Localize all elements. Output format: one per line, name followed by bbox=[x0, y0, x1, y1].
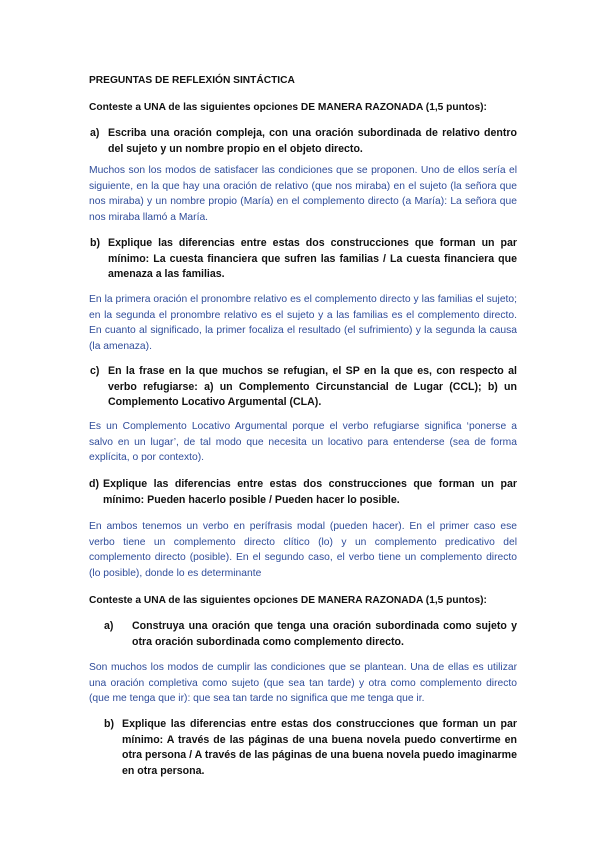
question-2b bbox=[104, 717, 517, 779]
question-1b bbox=[89, 236, 517, 283]
question-2a bbox=[104, 619, 517, 650]
question-text: Construya una oración que tenga una oración subordinada como sujeto y otra oración subordinada como complemento directo. bbox=[132, 620, 517, 648]
document-title: PREGUNTAS DE REFLEXIÓN SINTÁCTICA bbox=[89, 75, 295, 86]
question-1c bbox=[89, 364, 517, 411]
answer-1b: En la primera oración el pronombre relativo es el complemento directo y las familias el sujeto; en la segunda el pronombre relativo es el sujeto y a las familias es el complemento directo. En cuanto al significado, la primer focaliza el resultado (el sufrimiento) y la segunda la causa (la amenaza). bbox=[89, 294, 517, 352]
question-1d bbox=[89, 477, 517, 508]
question-text: Explique las diferencias entre estas dos construcciones que forman un par mínimo: La cuesta financiera que sufren las familias / La cuesta financiera que amenaza a las familias. bbox=[108, 237, 517, 281]
question-label: a) bbox=[90, 127, 100, 139]
question-text: En la frase en la que muchos se refugian, el SP en la que es, con respecto al verbo refugiarse: a) un Complemento Circunstancial de Lugar (CCL); b) un Complemento Locativo Argumental (CLA). bbox=[108, 365, 517, 409]
section-2-instruction: Conteste a UNA de las siguientes opciones DE MANERA RAZONADA (1,5 puntos): bbox=[89, 595, 487, 606]
section-1-instruction: Conteste a UNA de las siguientes opciones DE MANERA RAZONADA (1,5 puntos): bbox=[89, 102, 487, 113]
question-text: Escriba una oración compleja, con una oración subordinada de relativo dentro del sujeto y un nombre propio en el objeto directo. bbox=[108, 127, 517, 155]
question-label: a) bbox=[104, 620, 114, 632]
answer-1a: Muchos son los modos de satisfacer las condiciones que se proponen. Uno de ellos sería el siguiente, en la que hay una oración de relativo (que nos miraba) en el sujeto (la señora que nos miraba) y un nombre propio (María) en el complemento directo (a María): La señora que nos miraba llamó a María. bbox=[89, 165, 517, 223]
question-label: d) bbox=[89, 478, 99, 490]
answer-1d: En ambos tenemos un verbo en perífrasis modal (pueden hacer). En el primer caso ese verbo tiene un complemento directo clítico (lo) y un complemento predicativo del complemento directo (posible). En el segundo caso, el verbo tiene un complemento directo (lo posible), donde lo es determinante bbox=[89, 521, 517, 579]
answer-1c: Es un Complemento Locativo Argumental porque el verbo refugiarse significa ‘ponerse a salvo en un lugar’, de tal modo que necesita un locativo para entenderse (sea de forma explícita, o por contexto). bbox=[89, 421, 517, 464]
question-1a bbox=[89, 126, 517, 157]
question-text: Explique las diferencias entre estas dos construcciones que forman un par mínimo: Pueden hacerlo posible / Pueden hacer lo posible. bbox=[103, 478, 517, 506]
question-text: Explique las diferencias entre estas dos construcciones que forman un par mínimo: A través de las páginas de una buena novela puedo convertirme en otra persona / A través de las páginas de una buena novela puedo imaginarme en otra persona. bbox=[122, 718, 517, 777]
answer-2a: Son muchos los modos de cumplir las condiciones que se plantean. Una de ellas es utilizar una oración completiva como sujeto (que sea tan tarde) y otra como complemento directo (que me tenga que ir): que sea tan tarde no significa que me tenga que ir. bbox=[89, 662, 517, 705]
question-label: c) bbox=[90, 365, 100, 377]
question-label: b) bbox=[90, 237, 100, 249]
question-label: b) bbox=[104, 718, 114, 730]
